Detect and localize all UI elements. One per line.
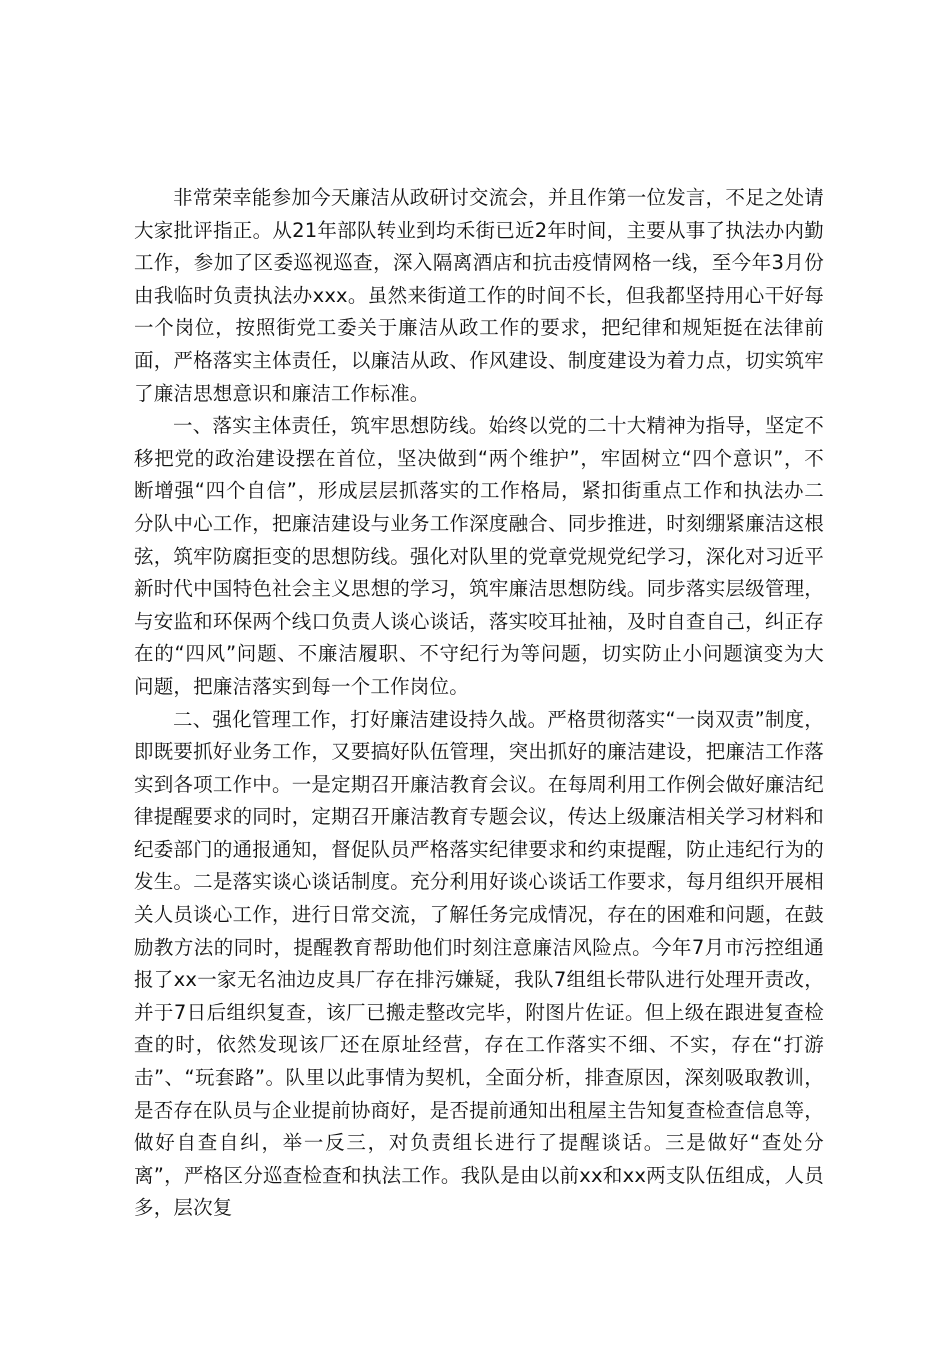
paragraph-section-one: 一、落实主体责任，筑牢思想防线。始终以党的二十大精神为指导，坚定不移把党的政治建设摆在首位，坚决做到“两个维护”，牢固树立“四个意识”，不断增强“四个自信”，形成层层抓落实的工作格局，紧扣街重点工作和执法办二分队中心工作，把廉洁建设与业务工作深度融合、同步推进，时刻绷紧廉洁这根弦，筑牢防腐拒变的思想防线。强化对队里的党章党规党纪学习，深化对习近平新时代中国特色社会主义思想的学习，筑牢廉洁思想防线。同步落实层级管理，与安监和环保两个线口负责人谈心谈话，落实咬耳扯袖，及时自查自己，纠正存在的“四风”问题、不廉洁履职、不守纪行为等问题，切实防止小问题演变为大问题，把廉洁落实到每一个工作岗位。 [134, 414, 824, 698]
paragraph-section-two: 二、强化管理工作，打好廉洁建设持久战。严格贯彻落实“一岗双责”制度，即既要抓好业务工作，又要搞好队伍管理，突出抓好的廉洁建设，把廉洁工作落实到各项工作中。一是定期召开廉洁教育会议。在每周利用工作例会做好廉洁纪律提醒要求的同时，定期召开廉洁教育专题会议，传达上级廉洁相关学习材料和纪委部门的通报通知，督促队员严格落实纪律要求和约束提醒，防止违纪行为的发生。二是落实谈心谈话制度。充分利用好谈心谈话工作要求，每月组织开展相关人员谈心工作，进行日常交流，了解任务完成情况，存在的困难和问题，在鼓励教方法的同时，提醒教育帮助他们时刻注意廉洁风险点。今年7月市污控组通报了xx一家无名油边皮具厂存在排污嫌疑，我队7组组长带队进行处理开责改，并于7日后组织复查，该厂已搬走整改完毕，附图片佐证。但上级在跟进复查检查的时，依然发现该厂还在原址经营，存在工作落实不细、不实，存在“打游击”、“玩套路”。队里以此事情为契机，全面分析，排查原因，深刻吸取教训，是否存在队员与企业提前协商好，是否提前通知出租屋主告知复查检查信息等，做好自查自纠，举一反三，对负责组长进行了提醒谈话。三是做好“查处分离”，严格区分巡查检查和执法工作。我队是由以前xx和xx两支队伍组成，人员多，层次复 [134, 707, 825, 1220]
paragraph-intro: 非常荣幸能参加今天廉洁从政研讨交流会，并且作第一位发言，不足之处请大家批评指正。从21年部队转业到均禾街已近2年时间，主要从事了执法办内勤工作，参加了区委巡视巡查，深入隔离酒店和抗击疫情网格一线，至今年3月份由我临时负责执法办xxx。虽然来街道工作的时间不长，但我都坚持用心干好每一个岗位，按照街党工委关于廉洁从政工作的要求，把纪律和规矩挺在法律前面，严格落实主体责任，以廉洁从政、作风建设、制度建设为着力点，切实筑牢了廉洁思想意识和廉洁工作标准。 [134, 186, 824, 405]
document-body [134, 182, 824, 1225]
